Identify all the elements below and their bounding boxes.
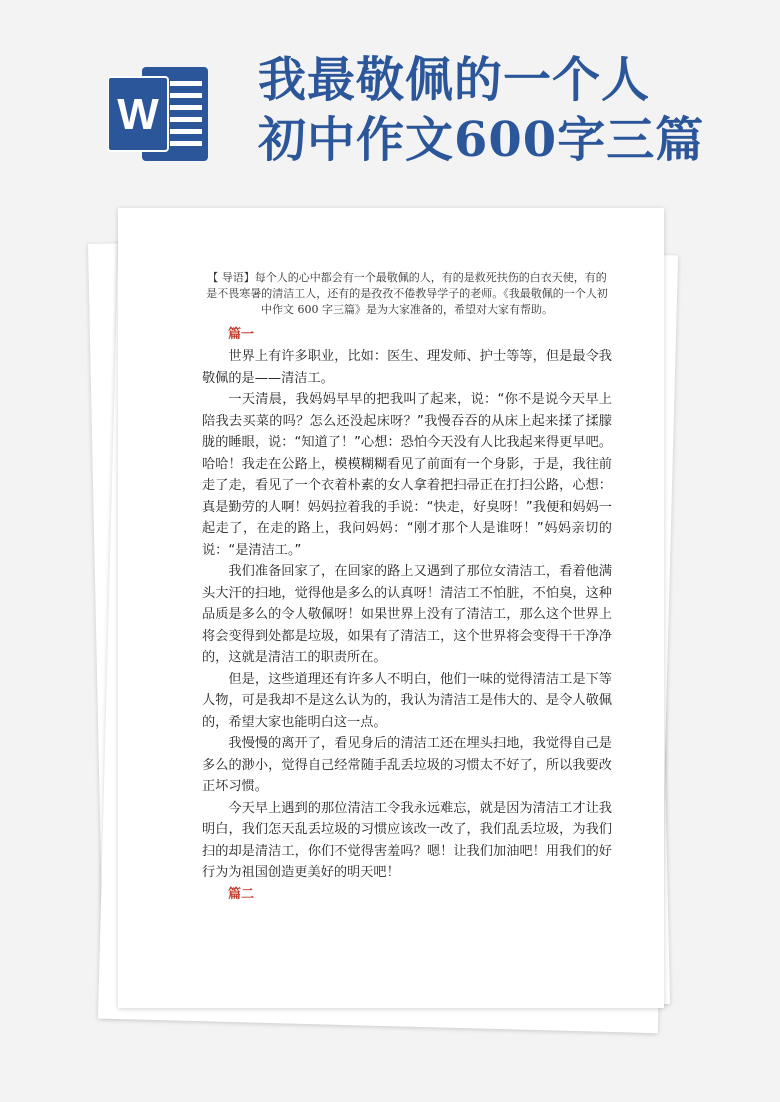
paragraph-1: 世界上有许多职业，比如：医生、理发师、护士等等，但是最令我敬佩的是——清洁工。	[202, 349, 612, 386]
paragraph-6: 今天早上遇到的那位清洁工令我永远难忘，就是因为清洁工才让我明白，我们怎天乱丢垃圾的习惯应该改一改了，我们乱丢垃圾，为我们扫的却是清洁工，你们不觉得害羞吗？嗯！让我们加油吧！用我们的好行为为祖国创造更美好的明天吧！	[202, 800, 612, 880]
paragraph-2: 一天清晨，我妈妈早早的把我叫了起来，说：“你不是说今天早上陪我去买菜的吗？怎么还没起床呀？”我慢吞吞的从床上起来揉了揉朦胧的睡眼，说：“知道了！”心想：恐怕今天没有人比我起来得更早吧。哈哈！我走在公路上，模模糊糊看见了前面有一个身影，于是，我往前走了走，看见了一个衣着朴素的女人拿着把扫帚正在打扫公路，心想：真是勤劳的人啊！妈妈拉着我的手说：“快走，好臭呀！”我便和妈妈一起走了，在走的路上，我问妈妈：“刚才那个人是谁呀！”妈妈亲切的说：“是清洁工。”	[202, 392, 612, 558]
section-title-1: 篇一	[228, 327, 255, 342]
paragraph-4: 但是，这些道理还有许多人不明白，他们一味的觉得清洁工是下等人物，可是我却不是这么认为的，我认为清洁工是伟大的、是令人敬佩的，希望大家也能明白这一点。	[202, 671, 612, 730]
word-icon	[108, 67, 208, 161]
paragraph-3: 我们准备回家了，在回家的路上又遇到了那位女清洁工，看着他满头大汗的扫地，觉得他是多么的认真呀！清洁工不怕脏，不怕臭，这种品质是多么的令人敬佩呀！如果世界上没有了清洁工，那么这个世界上将会变得到处都是垃圾，如果有了清洁工，这个世界将会变得干干净净的，这就是清洁工的职责所在。	[202, 564, 612, 665]
intro-text: 【 导语】每个人的心中都会有一个最敬佩的人，有的是救死扶伤的白衣天使，有的是不畏寒暑的清洁工人，还有的是孜孜不倦教导学子的老师。《我最敬佩的一个人初中作文 600 字三篇》是为大家准备的，希望对大家有帮助。	[206, 271, 608, 316]
paragraph-5: 我慢慢的离开了，看见身后的清洁工还在埋头扫地，我觉得自己是多么的渺小，觉得自己经常随手乱丢垃圾的习惯太不好了，所以我要改正坏习惯。	[202, 736, 612, 794]
title-line-1: 我最敬佩的一个人	[258, 52, 651, 108]
page-title	[258, 50, 768, 170]
document-content	[202, 270, 612, 906]
word-icon-letter: W	[117, 90, 159, 139]
header	[0, 0, 780, 200]
title-line-2: 初中作文600字三篇	[258, 112, 705, 168]
section-title-2: 篇二	[228, 886, 255, 902]
